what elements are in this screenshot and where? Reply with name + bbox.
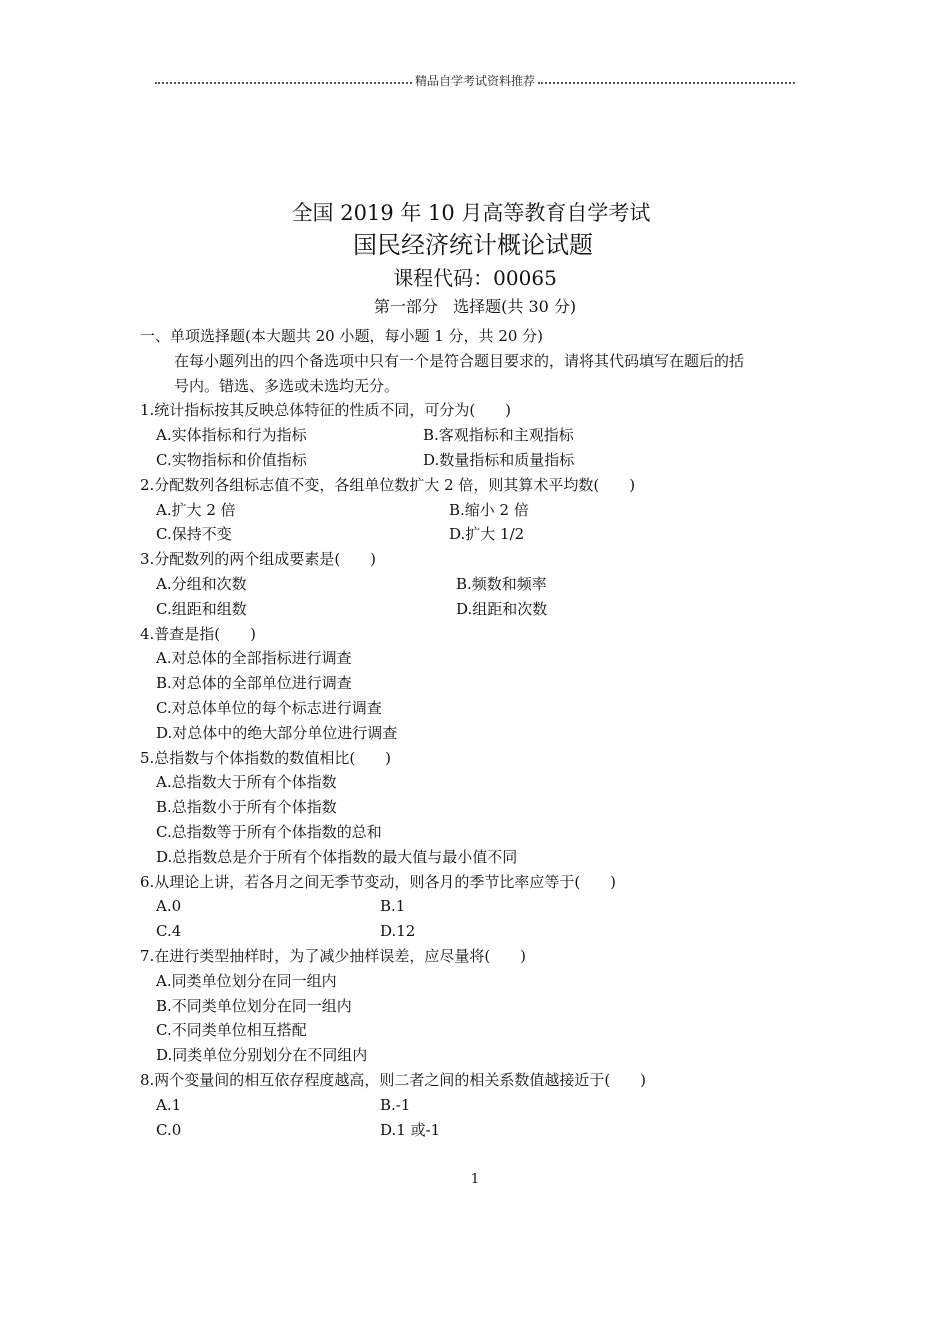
option-row	[140, 1093, 820, 1118]
option-c: C.保持不变	[156, 525, 232, 544]
option-row	[140, 597, 820, 622]
option-row	[140, 498, 820, 523]
exam-content	[140, 324, 820, 1142]
exam-title-line1: 全国 2019 年 10 月高等教育自学考试	[291, 201, 651, 225]
option-d: D.总指数总是介于所有个体指数的最大值与最小值不同	[156, 847, 518, 866]
option-row	[140, 423, 820, 448]
option-d: D.扩大 1/2	[449, 525, 525, 544]
question-stem: 2.分配数列各组标志值不变，各组单位数扩大 2 倍，则其算术平均数( )	[140, 475, 636, 494]
option-c: C.总指数等于所有个体指数的总和	[156, 822, 382, 841]
option-c: C.实物指标和价值指标	[156, 450, 307, 469]
question-stem: 3.分配数列的两个组成要素是( )	[140, 550, 377, 569]
option-d: D.对总体中的绝大部分单位进行调查	[156, 723, 398, 742]
option-b: B.缩小 2 倍	[449, 500, 529, 519]
option-b: B.对总体的全部单位进行调查	[156, 674, 352, 693]
option-row	[140, 1118, 820, 1143]
option-a: A.0	[156, 897, 182, 916]
option-b: B.总指数小于所有个体指数	[156, 798, 337, 817]
option-c: C.0	[156, 1120, 182, 1139]
option-a: A.分组和次数	[156, 574, 247, 593]
option-c: C.不同类单位相互搭配	[156, 1021, 307, 1040]
option-a: A.同类单位划分在同一组内	[156, 971, 337, 990]
question-stem: 7.在进行类型抽样时，为了减少抽样误差，应尽量将( )	[140, 946, 527, 965]
option-d: D.组距和次数	[456, 599, 548, 618]
option-c: C.组距和组数	[156, 599, 247, 618]
option-a: A.对总体的全部指标进行调查	[156, 649, 352, 668]
question-stem: 4.普查是指( )	[140, 624, 257, 643]
option-b: B.1	[380, 897, 406, 916]
option-row	[140, 448, 820, 473]
option-b: B.客观指标和主观指标	[423, 426, 574, 445]
option-a: A.1	[156, 1095, 182, 1114]
part-heading: 第一部分 选择题(共 30 分)	[373, 297, 577, 316]
option-a: A.总指数大于所有个体指数	[156, 773, 337, 792]
section-heading: 一、单项选择题(本大题共 20 小题，每小题 1 分，共 20 分)	[140, 327, 544, 345]
option-row	[140, 572, 820, 597]
option-a: A.扩大 2 倍	[156, 500, 236, 519]
section-instruction: 在每小题列出的四个备选项中只有一个是符合题目要求的，请将其代码填写在题后的括	[174, 351, 745, 370]
question-stem: 8.两个变量间的相互依存程度越高，则二者之间的相关系数值越接近于( )	[140, 1070, 647, 1089]
question-stem: 1.统计指标按其反映总体特征的性质不同，可分为( )	[140, 401, 512, 420]
exam-title-subject: 国民经济统计概论试题	[353, 231, 593, 259]
option-row	[140, 522, 820, 547]
question-stem: 5.总指数与个体指数的数值相比( )	[140, 748, 392, 767]
option-b: B.不同类单位划分在同一组内	[156, 996, 352, 1015]
option-d: D.12	[380, 922, 416, 941]
option-c: C.对总体单位的每个标志进行调查	[156, 698, 382, 717]
option-d: D.1 或-1	[380, 1120, 441, 1139]
option-d: D.数量指标和质量指标	[423, 450, 575, 469]
title-block	[0, 198, 950, 320]
option-d: D.同类单位分别划分在不同组内	[156, 1046, 368, 1065]
option-b: B.频数和频率	[456, 574, 547, 593]
header-text: 精品自学考试资料推荐	[415, 74, 536, 88]
page-header	[155, 72, 795, 89]
option-row	[140, 919, 820, 944]
option-a: A.实体指标和行为指标	[156, 426, 307, 445]
option-row	[140, 894, 820, 919]
option-b: B.-1	[380, 1095, 411, 1114]
section-instruction-cont: 号内。错选、多选或未选均无分。	[174, 376, 400, 395]
header-dotted-rule-left	[155, 82, 412, 84]
header-dotted-rule-right	[538, 82, 795, 84]
question-stem: 6.从理论上讲，若各月之间无季节变动，则各月的季节比率应等于( )	[140, 872, 617, 891]
page-number: 1	[470, 1172, 480, 1187]
course-code: 课程代码：00065	[393, 266, 557, 290]
option-c: C.4	[156, 922, 182, 941]
